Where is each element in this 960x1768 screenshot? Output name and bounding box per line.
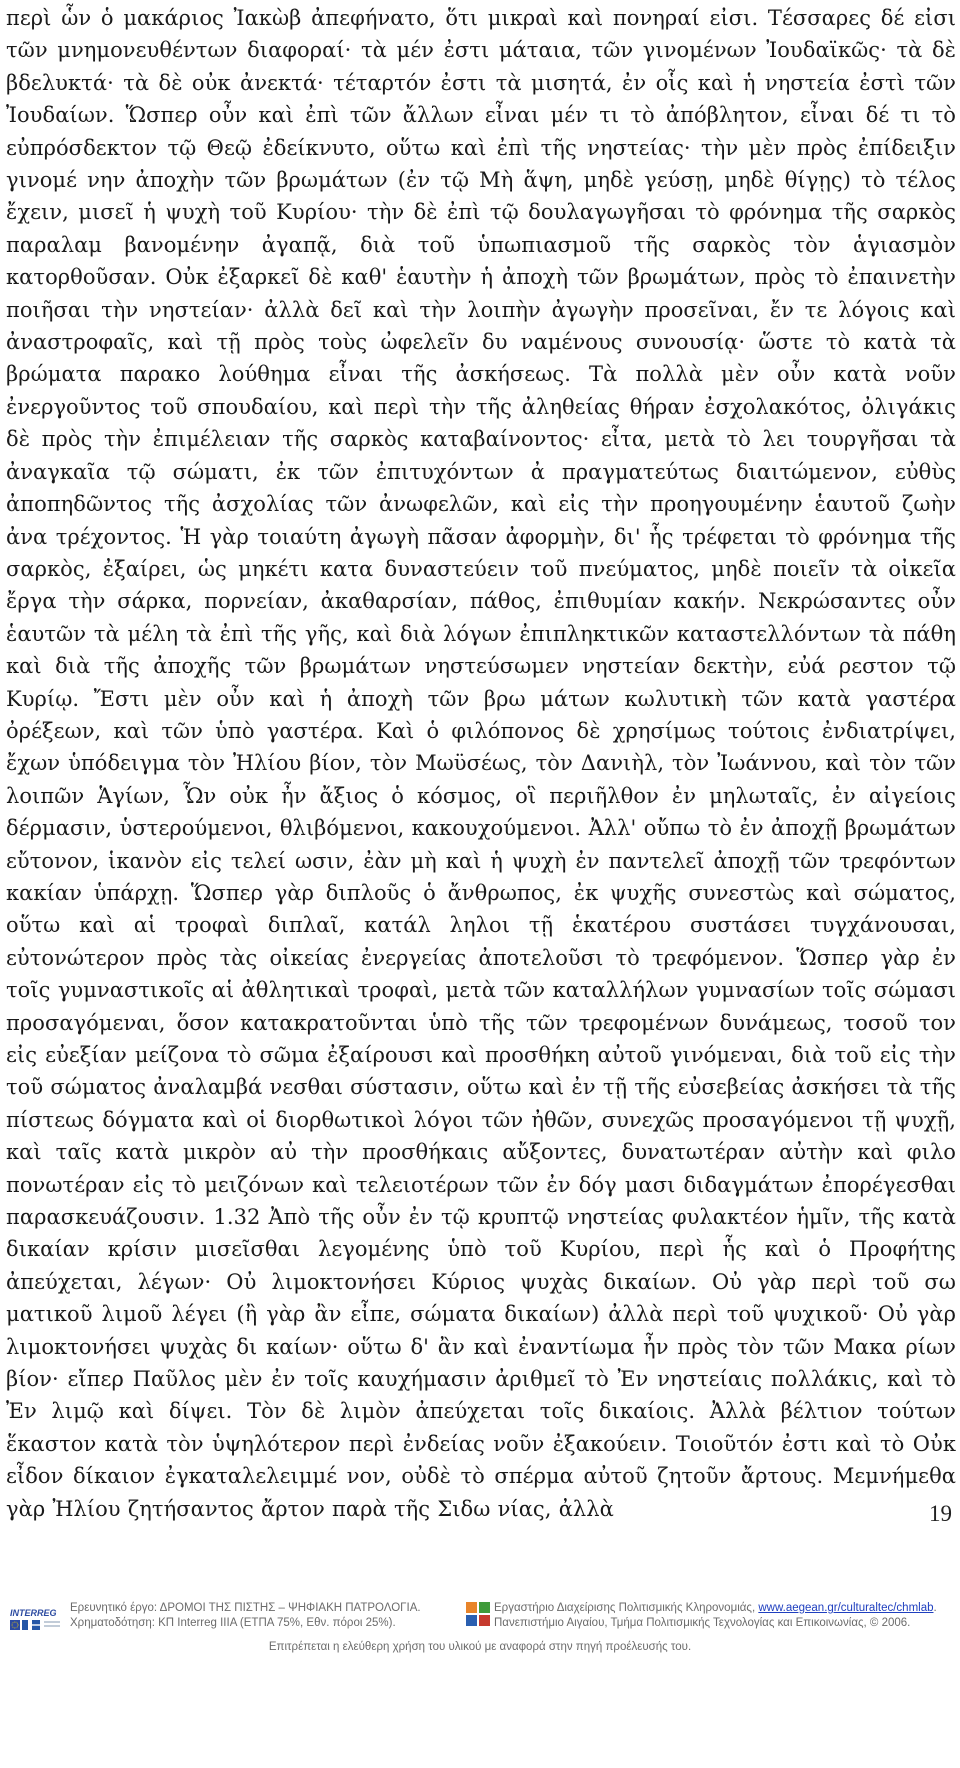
footer-lab-info	[458, 1600, 952, 1636]
footer-lab-period: .	[933, 1602, 937, 1614]
footer-lab-line	[494, 1601, 937, 1616]
footer-university-info: Πανεπιστήμιο Αιγαίου, Τμήμα Πολιτισμικής Τεχνολογίας και Επικοινωνίας, © 2006.	[494, 1617, 911, 1629]
footer-funding-info: Χρηματοδότηση: ΚΠ Interreg IIIA (ΕΤΠΑ 75%, Εθν. πόροι 25%).	[70, 1617, 396, 1629]
interreg-logo-icon	[8, 1603, 62, 1633]
page-number: 19	[929, 1501, 952, 1526]
footer-project-title: Ερευνητικό έργο: ΔΡΟΜΟΙ ΤΗΣ ΠΙΣΤΗΣ – ΨΗΦΙΑΚΗ ΠΑΤΡΟΛΟΓΙΑ.	[70, 1602, 421, 1614]
footer-lab-link[interactable]: www.aegean.gr/culturaltec/chmlab	[758, 1602, 934, 1614]
page-footer	[8, 1600, 952, 1658]
interreg-logo-text: INTERREG	[10, 1608, 57, 1618]
document-body-text: περὶ ὧν ὁ μακάριος Ἰακὼβ ἀπεφήνατο, ὅτι μικραὶ καὶ πονηραί εἰσι. Τέσσαρες δέ εἰσι τῶν μνημονευθέντων διαφοραί· τὰ μέν ἐστι μάταια, τῶν γινομένων Ἰουδαϊκῶς· τὰ δὲ βδελυκτά· τὰ δὲ οὐκ ἀνεκτά· τέταρτόν ἐστι τὰ μισητά, ἐν οἷς καὶ ἡ νηστεία ἐστὶ τῶν Ἰουδαίων. Ὥσπερ οὖν καὶ ἐπὶ τῶν ἄλλων εἶναι μέν τι τὸ ἀπόβλητον, εἶναι δέ τι τὸ εὐπρόσδεκτον τῷ Θεῷ ἐδείκνυτο, οὕτω καὶ ἐπὶ τῆς νηστείας· τὴν μὲν πρὸς ἐπίδειξιν γινομέ νην ἀποχὴν τῶν βρωμάτων (ἐν τῷ Μὴ ἅψη, μηδὲ γεύσῃ, μηδὲ θίγῃς) τὸ τέλος ἔχειν, μισεῖ ἡ ψυχὴ τοῦ Κυρίου· τὴν δὲ ἐπὶ τῷ δουλαγωγῆσαι τὸ φρόνημα τῆς σαρκὸς παραλαμ βανομένην ἀγαπᾷ, διὰ τοῦ ὑπωπιασμοῦ τῆς σαρκὸς τὸν ἁγιασμὸν κατορθοῦσαν. Οὐκ ἐξαρκεῖ δὲ καθ' ἑαυτὴν ἡ ἀποχὴ τῶν βρωμάτων, πρὸς τὸ ἐπαινετὴν ποιῆσαι τὴν νηστείαν· ἀλλὰ δεῖ καὶ τὴν λοιπὴν ἀγωγὴν προσεῖναι, ἔν τε λόγοις καὶ ἀναστροφαῖς, καὶ τῇ πρὸς τοὺς ὠφελεῖν δυ ναμένους συνουσίᾳ· ὥστε τὸ κατὰ τὰ βρώματα παρακο λούθημα εἶναι τῆς ἀσκήσεως. Τὰ πολλὰ μὲν οὖν κατὰ νοῦν ἐνεργοῦντος τοῦ σπουδαίου, καὶ περὶ τὴν τῆς ἀληθείας θήραν ἐσχολακότος, ὀλιγάκις δὲ πρὸς τὴν ἐπιμέλειαν τῆς σαρκὸς καταβαίνοντος· εἶτα, μετὰ τὸ λει τουργῆσαι τὰ ἀναγκαῖα τῷ σώματι, ἐκ τῶν ἐπιτυχόντων ἀ πραγματεύτως διαιτώμενον, εὐθὺς ἀποπηδῶντος τῆς ἀσχολίας τῶν ἀνωφελῶν, καὶ εἰς τὴν προηγουμένην ἑαυτοῦ ζωὴν ἀνα τρέχοντος. Ἡ γὰρ τοιαύτη ἀγωγὴ πᾶσαν ἀφορμὴν, δι' ἧς τρέφεται τὸ φρόνημα τῆς σαρκὸς, ἐξαίρει, ὡς μηκέτι κατα δυναστεύειν τοῦ πνεύματος, μηδὲ ποιεῖν τὰ οἰκεῖα ἔργα τὴν σάρκα, πορνείαν, ἀκαθαρσίαν, πάθος, ἐπιθυμίαν κακήν. Νεκρώσαντες οὖν ἑαυτῶν τὰ μέλη τὰ ἐπὶ τῆς γῆς, καὶ διὰ λόγων ἐπιπληκτικῶν καταστελλόντων τὰ πάθη καὶ διὰ τῆς ἀποχῆς τῶν βρωμάτων νηστεύσωμεν νηστείαν δεκτὴν, εὐά ρεστον τῷ Κυρίῳ. Ἔστι μὲν οὖν καὶ ἡ ἀποχὴ τῶν βρω μάτων κωλυτικὴ τῶν κατὰ γαστέρα ὀρέξεων, καὶ τῶν ὑπὸ γαστέρα. Καὶ ὁ φιλόπονος δὲ χρησίμως τούτοις ἐνδιατρίψει, ἔχων ὑπόδειγμα τὸν Ἠλίου βίον, τὸν Μωϋσέως, τὸν Δανιὴλ, τὸν Ἰωάννου, καὶ τὸν τῶν λοιπῶν Ἁγίων, Ὧν οὐκ ἦν ἄξιος ὁ κόσμος, οἳ περιῆλθον ἐν μηλωταῖς, ἐν αἰγείοις δέρμασιν, ὑστερούμενοι, θλιβόμενοι, κακουχούμενοι. Ἀλλ' οὔπω τὸ ἐν ἀποχῇ βρωμάτων εὔτονον, ἱκανὸν εἰς τελεί ωσιν, ἐὰν μὴ καὶ ἡ ψυχὴ ἐν παντελεῖ ἀποχῇ τῶν τρεφόντων κακίαν ὑπάρχῃ. Ὥσπερ γὰρ διπλοῦς ὁ ἄνθρωπος, ἐκ ψυχῆς συνεστὼς καὶ σώματος, οὕτω καὶ αἱ τροφαὶ διπλαῖ, κατάλ ληλοι τῇ ἑκατέρου συστάσει τυγχάνουσαι, εὐτονώτερον πρὸς τὰς οἰκείας ἐνεργείας ἀποτελοῦσι τὸ τρεφόμενον. Ὥσπερ γὰρ ἐν τοῖς γυμναστικοῖς αἱ ἀθλητικαὶ τροφαὶ, μετὰ τῶν καταλλήλων γυμνασίων τοῖς σώμασι προσαγόμεναι, ὅσον κατακρατοῦνται ὑπὸ τῆς τῶν τρεφομένων δυνάμεως, τοσοῦ τον εἰς εὐεξίαν μείζονα τὸ σῶμα ἐξαίρουσι καὶ προσθήκη αὐτοῦ γινόμεναι, διὰ τοῦ εἰς τὴν τοῦ σώματος ἀναλαμβά νεσθαι σύστασιν, οὕτω καὶ ἐν τῇ τῆς εὐσεβείας ἀσκήσει τὰ τῆς πίστεως δόγματα καὶ οἱ διορθωτικοὶ λόγοι τῶν ἠθῶν, συνεχῶς προσαγόμενοι τῇ ψυχῇ, καὶ ταῖς κατὰ μικρὸν αὐ τὴν προσθήκαις αὔξοντες, δυνατωτέραν αὐτὴν καὶ φιλο πονωτέραν εἰς τὸ μειζόνων καὶ τελειοτέρων τῶν ἐν δόγ μασι διδαγμάτων ἐπορέγεσθαι παρασκευάζουσιν. 1.32 Ἀπὸ τῆς οὖν ἐν τῷ κρυπτῷ νηστείας φυλακτέον ἡμῖν, τῆς κατὰ δικαίαν κρίσιν μισεῖσθαι λεγομένης ὑπὸ τοῦ Κυρίου, περὶ ἧς καὶ ὁ Προφήτης ἀπεύχεται, λέγων· Οὐ λιμοκτονήσει Κύριος ψυχὰς δικαίων. Οὐ γὰρ περὶ τοῦ σω ματικοῦ λιμοῦ λέγει (ἢ γὰρ ἂν εἶπε, σώματα δικαίων) ἀλλὰ περὶ τοῦ ψυχικοῦ· Οὐ γὰρ λιμοκτονήσει ψυχὰς δι καίων· οὕτω δ' ἂν καὶ ἐναντίωμα ἦν πρὸς τὸν τῶν Μακα ρίων βίον· εἴπερ Παῦλος μὲν ἐν τοῖς καυχήμασιν ἀριθμεῖ τὸ Ἐν νηστείαις πολλάκις, καὶ τὸ Ἐν λιμῷ καὶ δίψει. Τὸν δὲ λιμὸν ἀπεύχεται τοῖς δικαίοις. Ἀλλὰ βέλτιον τούτων ἕκαστον κατὰ τὸν ὑψηλότερον περὶ ἐνδείας νοῦν ἐξακούειν. Τοιοῦτόν ἐστι καὶ τὸ Οὐκ εἶδον δίκαιον ἐγκαταλελειμμέ νον, οὐδὲ τὸ σπέρμα αὐτοῦ ζητοῦν ἄρτους. Μεμνήμεθα γὰρ Ἠλίου ζητήσαντος ἄρτον παρὰ τῆς Σιδω νίας, ἀλλὰ	[6, 6, 956, 1521]
footer-lab-name: Εργαστήριο Διαχείρισης Πολιτισμικής Κληρονομιάς,	[494, 1602, 759, 1614]
lab-logo-icon	[466, 1602, 490, 1626]
footer-usage-notice: Επιτρέπεται η ελεύθερη χρήση του υλικού με αναφορά στην πηγή προέλευσής του.	[268, 1641, 692, 1653]
footer-project-info	[8, 1600, 448, 1636]
